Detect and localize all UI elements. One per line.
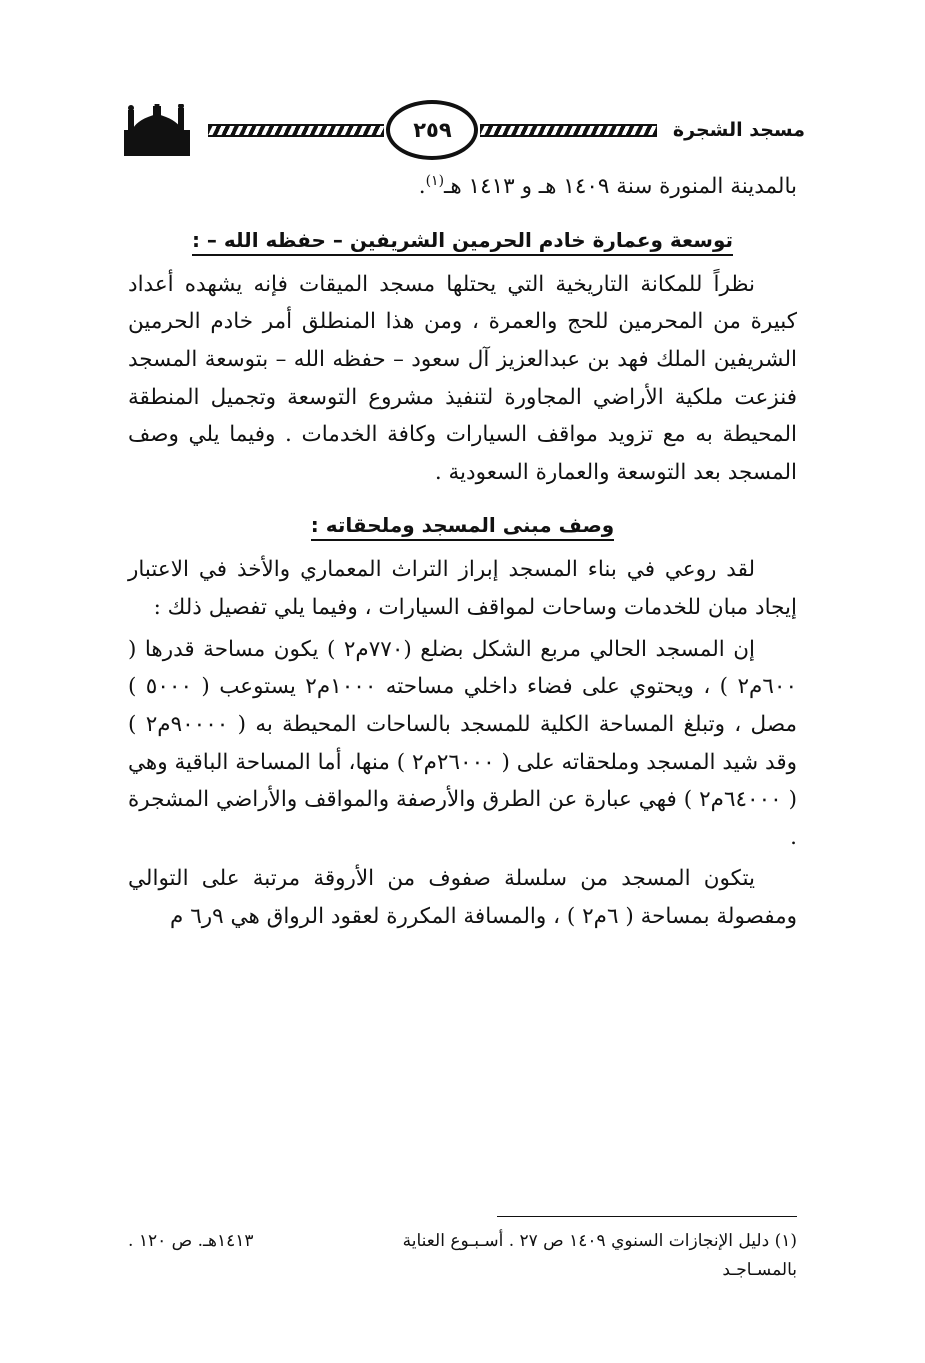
page-header xyxy=(120,100,805,160)
rope-divider-right xyxy=(480,124,656,137)
footnote-area xyxy=(128,1216,797,1285)
section-heading-description xyxy=(128,513,797,537)
page-header-title: مسجد الشجرة xyxy=(672,119,805,141)
footnote-marker: (١) xyxy=(425,172,445,189)
paragraph-rows: يتكون المسجد من سلسلة صفوف من الأروقة مرتبة على التوالي ومفصولة بمساحة ( ٦م٢ ) ، والمسافة المكررة لعقود الرواق هي ٩ر٦ م xyxy=(128,866,797,929)
section-heading-expansion-text: توسعة وعمارة خادم الحرمين الشريفين – حفظه الله – : xyxy=(192,228,733,256)
footnote-reference: ١٤١٣هـ. ص ١٢٠ . xyxy=(128,1231,254,1252)
opening-line-text: بالمدينة المنورة سنة ١٤٠٩ هـ و ١٤١٣ هـ xyxy=(444,174,797,199)
mosque-silhouette-icon xyxy=(120,104,194,156)
opening-line xyxy=(128,168,797,206)
paragraph-areas: إن المسجد الحالي مربع الشكل بضلع (٧٧٠م٢ ) يكون مساحة قدرها ( ٦٠٠م٢ ) ، ويحتوي على فضاء داخلي مساحته ١٠٠٠م٢ يستوعب ( ٥٠٠٠ ) مصل ، وتبلغ المساحة الكلية للمسجد بالساحات المحيطة به ( ٩٠٠٠٠م٢ ) وقد شيد المسجد وملحقاته على ( ٢٦٠٠٠م٢ ) منها، أما المساحة الباقية وهي ( ٦٤٠٠٠م٢ ) فهي عبارة عن الطرق والأرصفة والمواقف والأراضي المشجرة . xyxy=(128,636,797,850)
footnote-text: (١) دليل الإنجازات السنوي ١٤٠٩ ص ٢٧ . أسـبـوع العناية بالمسـاجـد xyxy=(402,1231,797,1281)
document-body xyxy=(128,168,797,940)
paragraph-design: لقد روعي في بناء المسجد إبراز التراث المعماري والأخذ في الاعتبار إيجاد مبان للخدمات وساحات لمواقف السيارات ، وفيما يلي تفصيل ذلك : xyxy=(128,557,797,620)
rope-divider-left xyxy=(208,124,384,137)
footnote-row xyxy=(128,1227,797,1285)
section-heading-expansion xyxy=(128,228,797,252)
section-heading-description-text: وصف مبنى المسجد وملحقاته : xyxy=(311,513,614,541)
page-number-badge: ٢٥٩ xyxy=(386,100,478,160)
paragraph-expansion: نظراً للمكانة التاريخية التي يحتلها مسجد الميقات فإنه يشهده أعداد كبيرة من المحرمين للحج والعمرة ، ومن هذا المنطلق أمر خادم الحرمين الشريفين الملك فهد بن عبدالعزيز آل سعود – حفظه الله – بتوسعة المسجد فنزعت ملكية الأراضي المجاورة لتنفيذ مشروع التوسعة وتجميل المنطقة المحيطة به مع تزويد مواقف السيارات وكافة الخدمات . وفيما يلي وصف المسجد بعد التوسعة والعمارة السعودية . xyxy=(128,271,797,485)
footnote-rule xyxy=(497,1216,797,1217)
opening-line-end: . xyxy=(418,174,426,199)
